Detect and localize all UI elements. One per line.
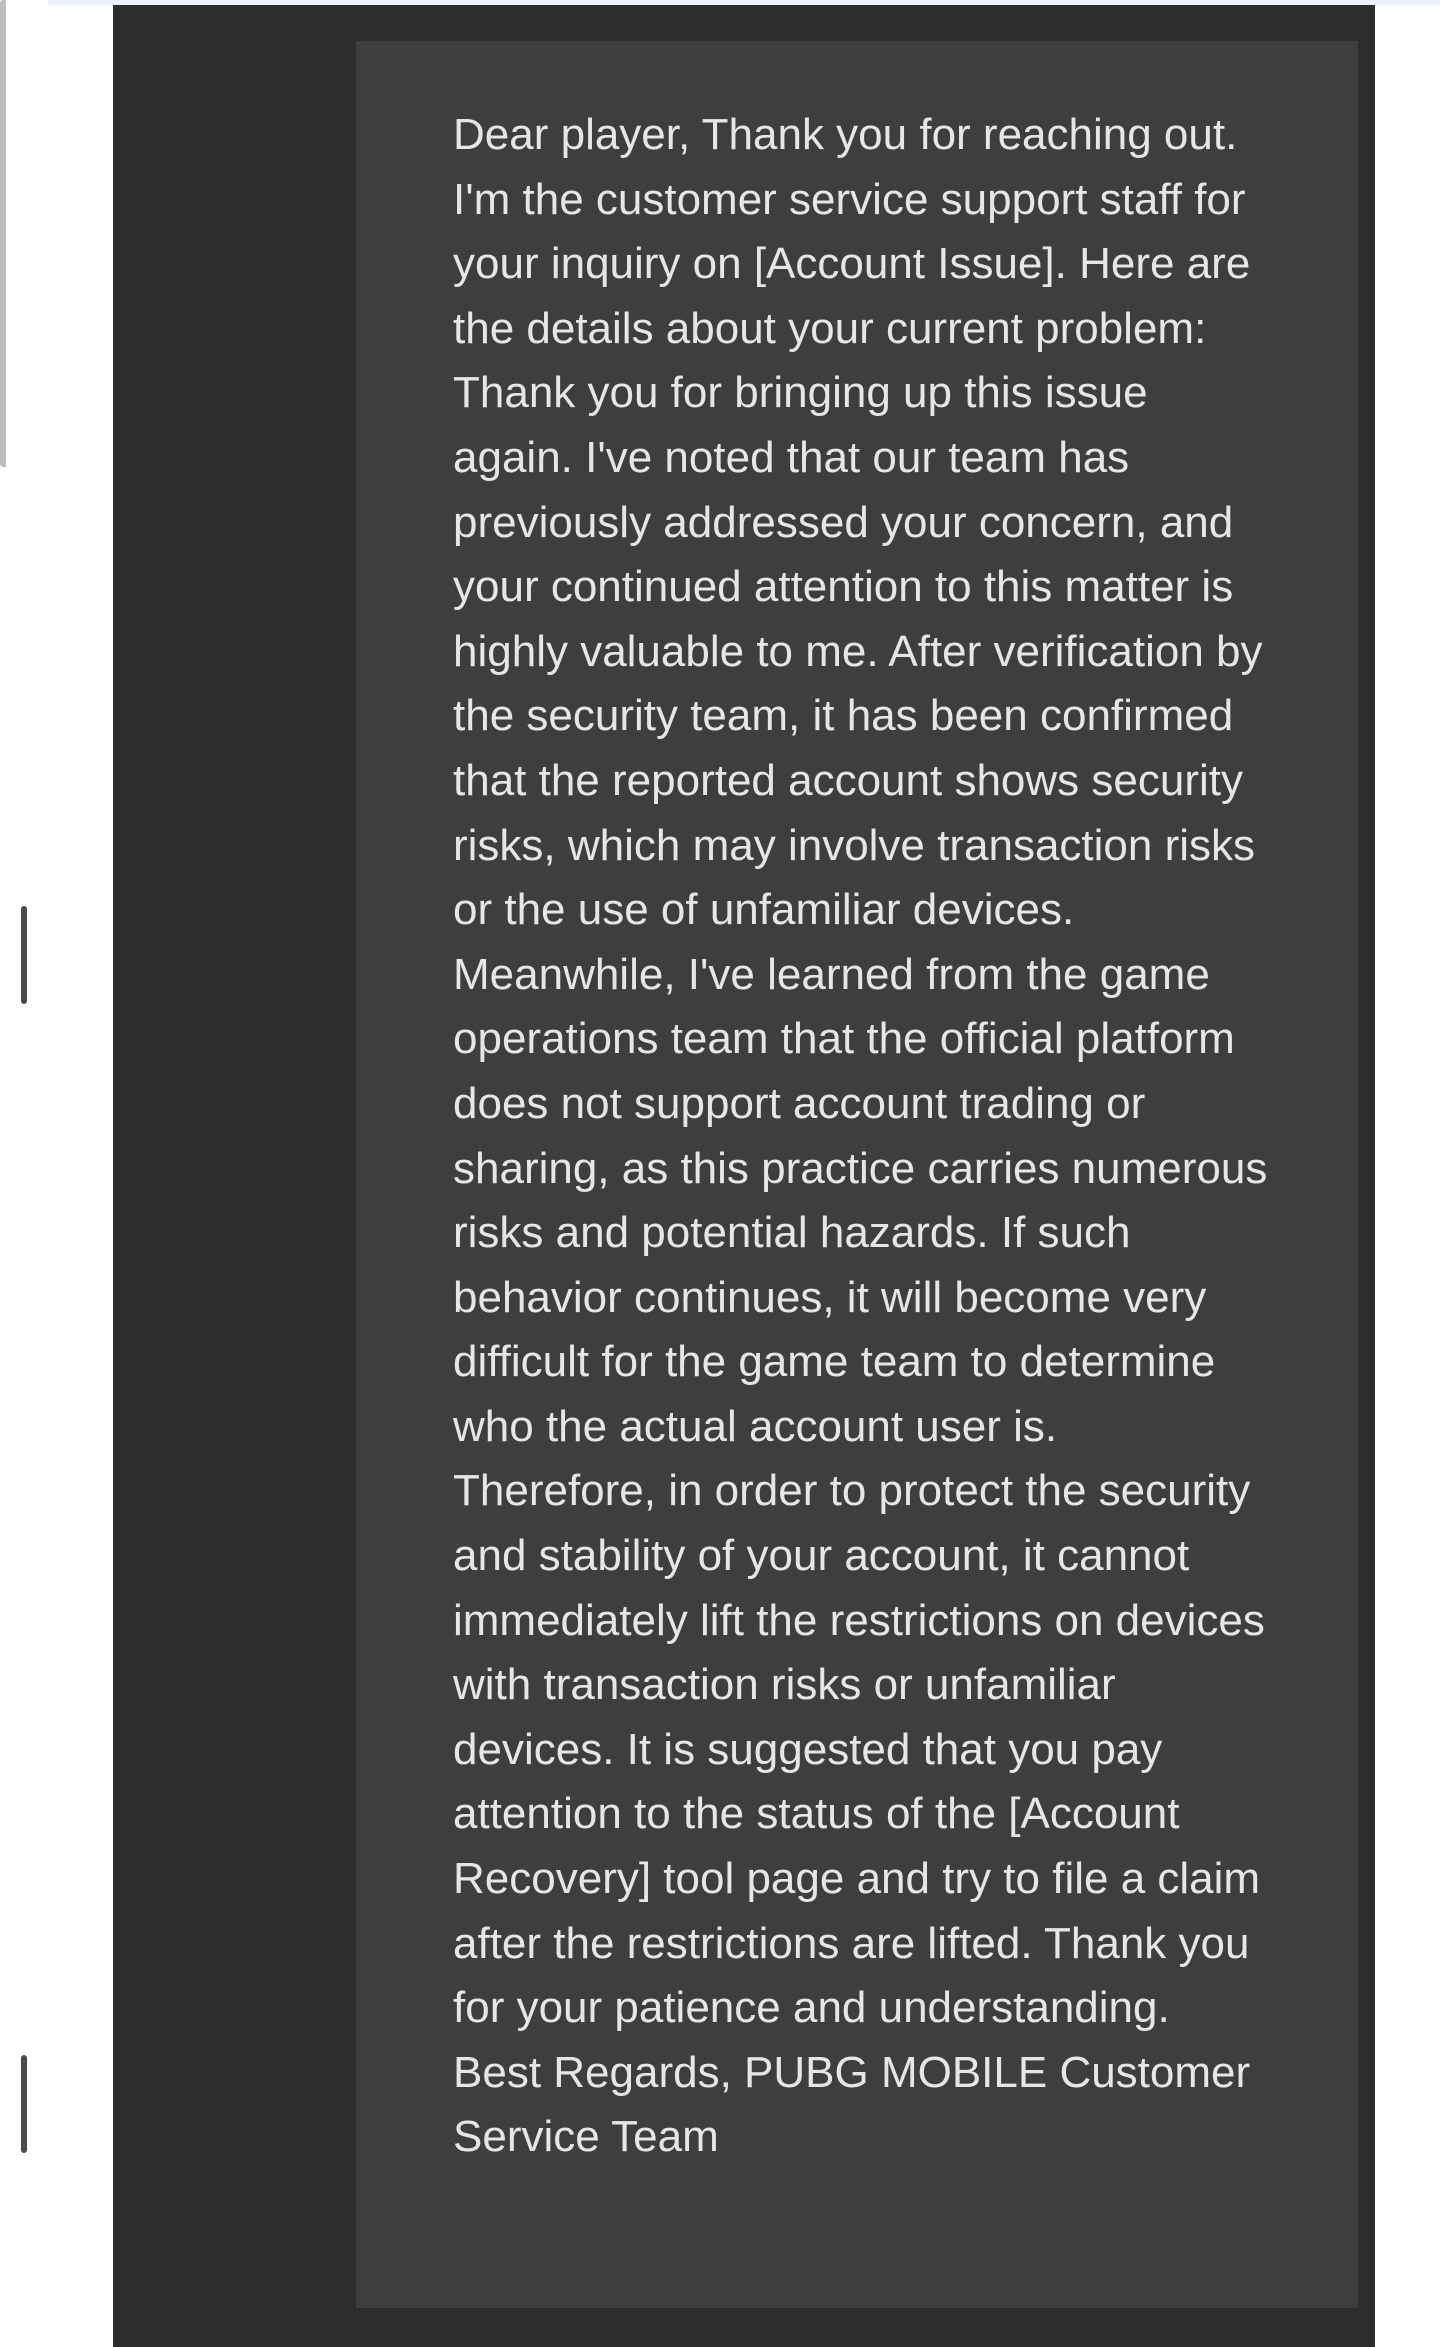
support-message-text: Dear player, Thank you for reaching out. I'm the customer service support staff for your inquiry on [Account Issue]. Here are the details about your current problem: Thank you for bringing up this issue again. I've noted that our team has previously addressed your concern, and your continued attention to this matter is highly valuable to me. After verification by the security team, it has been confirmed that the reported account shows security risks, which may involve transaction risks or the use of unfamiliar devices. Meanwhile, I've learned from the game operations team that the official platform does not support account trading or sharing, as this practice carries numerous risks and potential hazards. If such behavior continues, it will become very difficult for the game team to determine who the actual account user is. Therefore, in order to protect the security and stability of your account, it cannot immediately lift the restrictions on devices with transaction risks or unfamiliar devices. It is suggested that you pay attention to the status of the [Account Recovery] tool page and try to file a claim after the restrictions are lifted. Thank you for your patience and understanding. Best Regards, PUBG MOBILE Customer Service Team	[453, 110, 1268, 2162]
left-drag-handle-top[interactable]	[21, 906, 27, 1004]
left-drag-handle-bottom[interactable]	[21, 2055, 27, 2153]
right-scrollbar[interactable]	[0, 0, 6, 467]
chat-panel	[113, 5, 1375, 2347]
support-message-bubble	[356, 41, 1358, 2308]
